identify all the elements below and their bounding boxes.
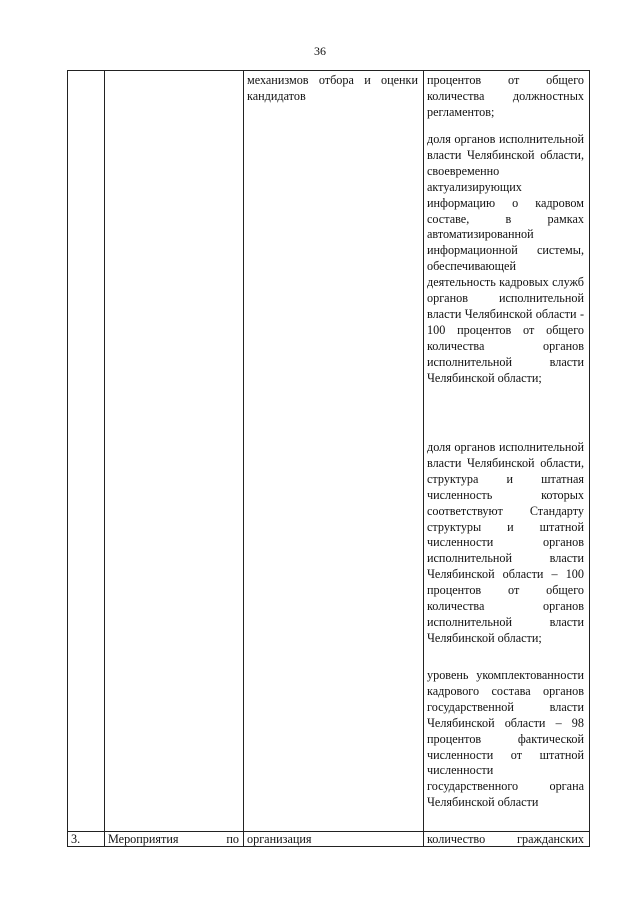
table-divider-3	[423, 70, 424, 847]
page-number: 36	[314, 44, 326, 58]
indicator-paragraph-3: доля органов исполнительной власти Челябинской области, структура и штатная численность которых соответствуют Стандарту структуры и штатной численности органов исполнительной власти Челябинской области – 100 процентов от общего количества органов исполнительной власти Челябинской области;	[427, 440, 584, 645]
table-border-left	[67, 70, 68, 847]
row-number: 3.	[71, 832, 81, 846]
table-border-top	[67, 70, 590, 71]
table-divider-2	[243, 70, 244, 847]
row-title: Мероприятия по	[108, 832, 239, 846]
indicator-paragraph-2: доля органов исполнительной власти Челябинской области, своевременно актуализирующих информацию о кадровом составе, в рамках автоматизированной информационной системы, обеспечивающей деятельность кадровых служб органов исполнительной власти Челябинской области - 100 процентов от общего количества органов исполнительной власти Челябинской области;	[427, 132, 584, 385]
table	[67, 70, 590, 847]
measure-cell: механизмов отбора и оценки кандидатов	[247, 73, 418, 103]
table-divider-1	[104, 70, 105, 847]
table-border-right	[589, 70, 590, 847]
row-measure: организация	[247, 832, 312, 846]
row-indicator: количество гражданских	[427, 832, 584, 846]
indicator-paragraph-1: процентов от общего количества должностных регламентов;	[427, 73, 584, 119]
indicator-paragraph-4: уровень укомплектованности кадрового состава органов государственной власти Челябинской области – 98 процентов фактической численности от штатной численности государственного органа Челябинской области	[427, 668, 584, 810]
